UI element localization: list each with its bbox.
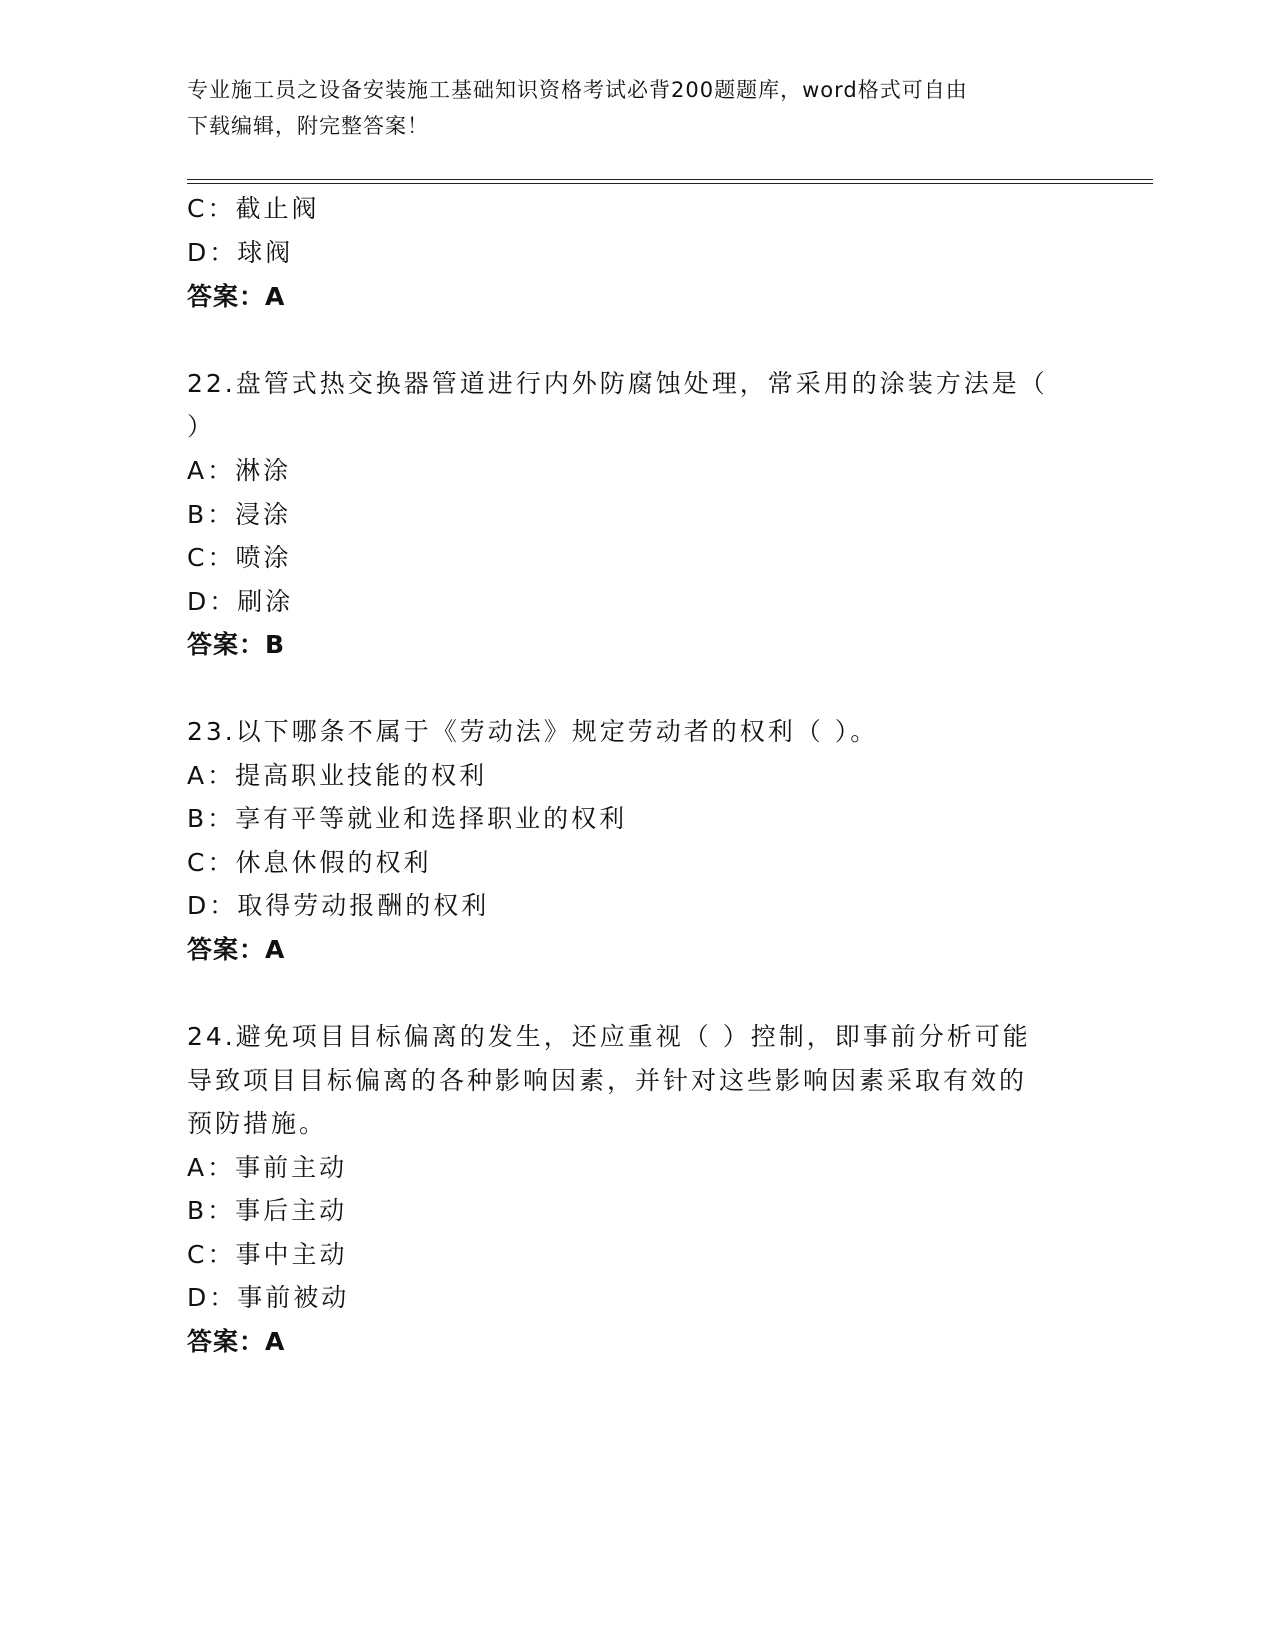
q21-option-d: D：球阀	[187, 238, 294, 267]
q23-option-d: D：取得劳动报酬的权利	[187, 891, 490, 920]
q24-answer: 答案：A	[187, 1327, 286, 1356]
q23-option-b: B：享有平等就业和选择职业的权利	[187, 804, 628, 833]
document-header	[187, 72, 1067, 144]
q24-option-d: D：事前被动	[187, 1283, 350, 1312]
q22-stem-line-2: ）	[187, 412, 216, 441]
q23-answer: 答案：A	[187, 935, 286, 964]
q24-stem-line-1: 24.避免项目目标偏离的发生，还应重视（ ）控制，即事前分析可能	[187, 1022, 1031, 1051]
header-line-2: 下载编辑，附完整答案！	[187, 114, 429, 138]
q21-option-c: C：截止阀	[187, 194, 320, 223]
q23-option-c: C：休息休假的权利	[187, 848, 432, 877]
q24-stem-line-3: 预防措施。	[187, 1109, 328, 1138]
q24-option-b: B：事后主动	[187, 1196, 348, 1225]
q23-option-a: A：提高职业技能的权利	[187, 761, 488, 790]
q22-option-a: A：淋涂	[187, 456, 292, 485]
header-rule-top	[187, 179, 1153, 180]
header-line-1: 专业施工员之设备安装施工基础知识资格考试必背200题题库，word格式可自由	[187, 78, 968, 102]
q22-answer: 答案：B	[187, 630, 286, 659]
q24-stem-line-2: 导致项目目标偏离的各种影响因素，并针对这些影响因素采取有效的	[187, 1066, 1028, 1095]
q22-option-d: D：刷涂	[187, 587, 294, 616]
q24-option-a: A：事前主动	[187, 1153, 348, 1182]
q23-stem-line-1: 23.以下哪条不属于《劳动法》规定劳动者的权利（ ）。	[187, 717, 879, 746]
q22-option-c: C：喷涂	[187, 543, 292, 572]
q22-option-b: B：浸涂	[187, 500, 292, 529]
q22-stem-line-1: 22.盘管式热交换器管道进行内外防腐蚀处理，常采用的涂装方法是（	[187, 369, 1048, 398]
header-rule-bottom	[187, 183, 1153, 184]
q24-option-c: C：事中主动	[187, 1240, 348, 1269]
q21-answer: 答案：A	[187, 282, 286, 311]
